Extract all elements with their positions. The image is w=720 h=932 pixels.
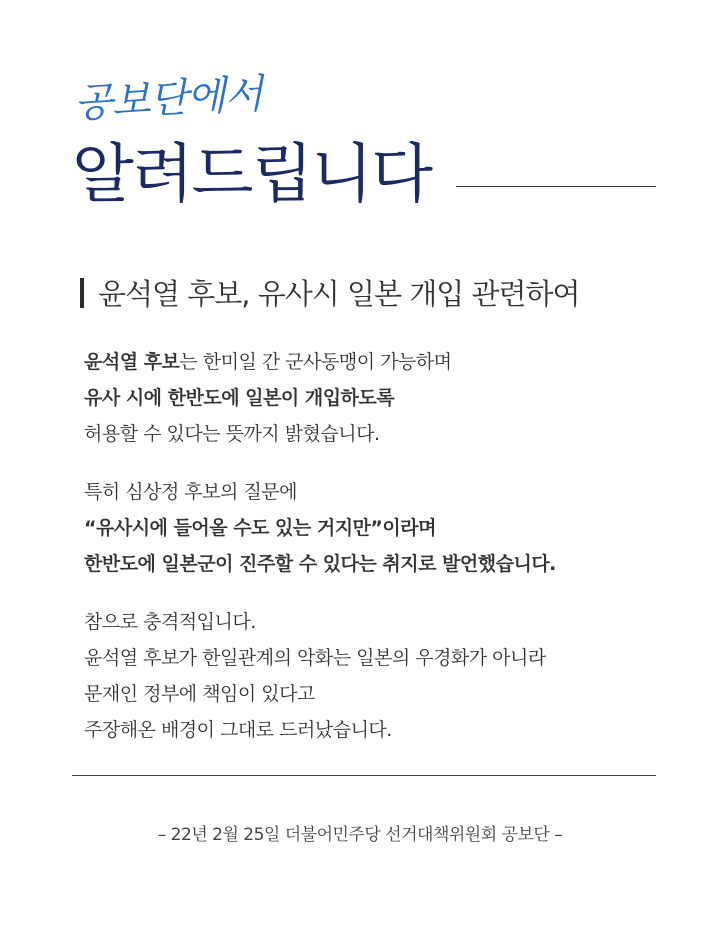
paragraph-1-line-2: 유사 시에 한반도에 일본이 개입하도록 <box>84 387 395 409</box>
paragraph-3 <box>84 604 684 748</box>
paragraph-1-line-1 <box>84 344 684 380</box>
subheading-text: 윤석열 후보, 유사시 일본 개입 관련하여 <box>98 277 580 311</box>
paragraph-3-line-1: 참으로 충격적입니다. <box>84 611 256 633</box>
subheading-bar <box>80 278 84 308</box>
paragraph-2 <box>84 474 684 582</box>
script-title: 공보단에서 <box>72 71 264 127</box>
paragraph-3-line-4: 주장해온 배경이 그대로 드러났습니다. <box>84 719 392 741</box>
paragraph-2-line-2: “유사시에 들어올 수도 있는 거지만”이라며 <box>84 517 436 539</box>
paragraph-1 <box>84 344 684 452</box>
subheading <box>80 272 580 313</box>
paragraph-1-line-3: 허용할 수 있다는 뜻까지 밝혔습니다. <box>84 423 380 445</box>
paragraph-3-line-2: 윤석열 후보가 한일관계의 악화는 일본의 우경화가 아니라 <box>84 647 546 669</box>
paragraph-2-line-3: 한반도에 일본군이 진주할 수 있다는 취지로 발언했습니다. <box>84 553 556 575</box>
paragraph-3-line-3: 문재인 정부에 책임이 있다고 <box>84 683 315 705</box>
footer-attribution: – 22년 2월 25일 더불어민주당 선거대책위원회 공보단 – <box>157 825 563 845</box>
title-divider <box>456 186 656 187</box>
page-title: 알려드립니다 <box>72 138 431 212</box>
paragraph-1-line-1-rest: 는 한미일 간 군사동맹이 가능하며 <box>179 351 452 373</box>
candidate-name-bold: 윤석열 후보 <box>84 351 180 373</box>
body-text <box>84 344 684 770</box>
paragraph-2-line-1: 특히 심상정 후보의 질문에 <box>84 481 298 503</box>
footer-divider <box>72 775 656 776</box>
